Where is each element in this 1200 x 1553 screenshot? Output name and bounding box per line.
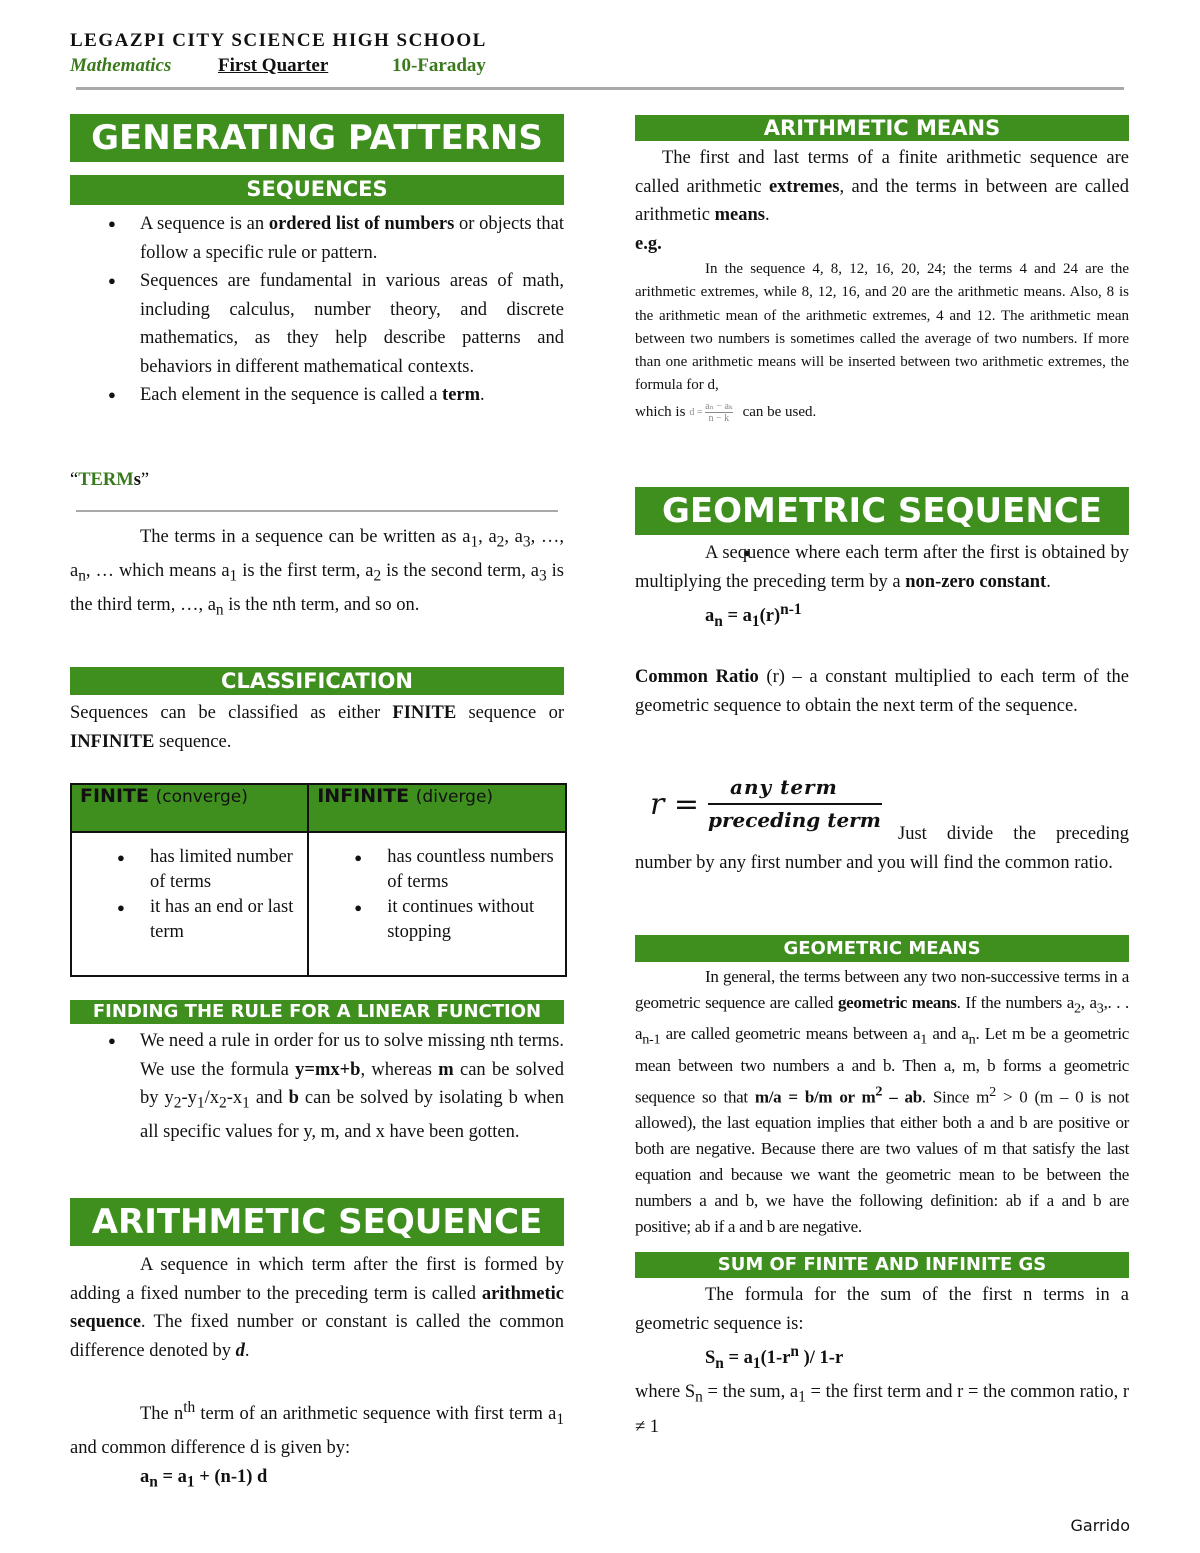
arithmetic-formula: $a_n = a_1 + (n-1)$ d <box>140 1466 268 1491</box>
linear-rule-heading: FINDING THE RULE FOR A LINEAR FUNCTION <box>70 1000 564 1024</box>
list-item: ● A sequence is an ordered list of numbers or objects that follow a specific rule or pattern. <box>70 210 564 267</box>
geometric-sequence-title: GEOMETRIC SEQUENCE <box>635 487 1129 535</box>
linear-rule-list <box>70 1027 564 1147</box>
list-item: ● has countless numbers of terms <box>309 845 565 895</box>
arithmetic-sequence-title: ARITHMETIC SEQUENCE <box>70 1198 564 1246</box>
finite-cell <box>71 832 308 976</box>
ratio-formula: r = any term preceding term <box>650 775 881 832</box>
finite-header: FINITE (converge) <box>71 784 308 832</box>
terms-label: “TERMs” <box>70 470 150 490</box>
sum-gs-body: The formula for the sum of the first n terms in a geometric sequence is: $S_n = a_1(1-r^n$ )/ 1-r where $S_n$ = the sum, $a_1$ = the first term and r = the common ratio, r ≠ 1 <box>635 1285 1130 1437</box>
header-divider <box>76 87 1124 90</box>
geometric-means-heading: GEOMETRIC MEANS <box>635 935 1129 962</box>
list-item: ● it has an end or last term <box>72 895 307 945</box>
classification-paragraph: Sequences can be classified as either FINITE sequence or INFINITE sequence. <box>70 703 564 752</box>
geometric-formula: $a_n = a_1(r)^{n-1}$ <box>705 601 802 630</box>
sum-formula: $S_n = a_1(1-r^n$ )/ 1-r <box>705 1343 844 1372</box>
list-item: ● has limited number of terms <box>72 845 307 895</box>
arithmetic-means-body: The first and last terms of a finite arithmetic sequence are called arithmetic extremes, and the terms in between are called arithmetic means. e.g. <box>635 148 1129 254</box>
infinite-cell <box>308 832 566 976</box>
list-item: ● We need a rule in order for us to solve missing nth terms. We use the formula y=mx+b, whereas m can be solved by $y_2-y_1/x_2-x_1$ and b can be solved by isolating b when all specific values for y, m, and x have been gotten. <box>70 1027 564 1147</box>
sequences-list <box>70 210 564 410</box>
sequences-heading: SEQUENCES <box>70 175 564 205</box>
list-item: ● Each element in the sequence is called a term. <box>70 381 564 410</box>
common-ratio-tip: Just divide the preceding number by any first number and you will find the common ratio. <box>635 824 1129 873</box>
list-item: ● Sequences are fundamental in various areas of math, including calculus, number theory, and discrete mathematics, as they help describe patterns and behaviors in different mathematical contexts. <box>70 267 564 381</box>
infinite-header: INFINITE (diverge) <box>308 784 566 832</box>
arithmetic-means-example: In the sequence 4, 8, 12, 16, 20, 24; the terms 4 and 24 are the arithmetic extremes, while 8, 12, 16, and 20 are the arithmetic means. Also, 8 is the arithmetic mean of the arithmetic extremes, 4 and 12. The arithmetic mean between two numbers is sometimes called the average of two numbers. If more than one arithmetic means will be inserted between two arithmetic extremes, the formula for d, which is d = $\frac{\text{aₙ − aₖ}}{n - k}$ can be used. <box>635 261 1129 424</box>
finite-infinite-table <box>70 783 567 977</box>
terms-divider <box>76 510 558 512</box>
geometric-sequence-body: ● A sequence where each term after the first is obtained by multiplying the preceding term by a non-zero constant. $a_n = a_1(r)^{n-1}$ Common Ratio (r) – a constant multiplied to each term of the geometric sequence to obtain the next term of the sequence. <box>635 539 1129 720</box>
list-item: ● it continues without stopping <box>309 895 565 945</box>
main-title: GENERATING PATTERNS <box>70 114 564 162</box>
arithmetic-sequence-body: A sequence in which term after the first is formed by adding a fixed number to the preceding term is called arithmetic sequence. The fixed number or constant is called the common difference denoted by d. The $n^{th}$ term of an arithmetic sequence with first term $a_1$ and common difference d is given by: $a_n = a_1 + (n-1)$ d <box>70 1251 564 1497</box>
terms-paragraph: The terms in a sequence can be written as $a_1$, $a_2$, $a_3$, …, $a_n$, … which means $a_1$ is the first term, $a_2$ is the second term, $a_3$ is the third term, …, $a_n$ is the nth term, and so on. <box>70 527 565 620</box>
d-formula: d = $\frac{\text{aₙ − aₖ}}{n - k}$ <box>689 400 733 424</box>
sum-gs-heading: SUM OF FINITE AND INFINITE GS <box>635 1252 1129 1278</box>
classification-heading: CLASSIFICATION <box>70 667 564 695</box>
school-name: LEGAZPI CITY SCIENCE HIGH SCHOOL <box>70 30 487 51</box>
list-item: ● A sequence where each term after the first is obtained by multiplying the preceding term by a non-zero constant. <box>635 539 1129 596</box>
section-label: 10-Faraday <box>392 55 486 76</box>
fraction-bar <box>708 803 882 805</box>
author-footer: Garrido <box>1070 1516 1130 1535</box>
arithmetic-means-heading: ARITHMETIC MEANS <box>635 115 1129 141</box>
quarter-label: First Quarter <box>218 55 329 76</box>
subject-label: Mathematics <box>70 55 172 76</box>
geometric-means-body: In general, the terms between any two non-successive terms in a geometric sequence are called geometric means. If the numbers $a_2$, $a_3$,. . . $a_{n-1}$ are called geometric means between $a_1$ and $a_n$. Let m be a geometric mean between two numbers a and b. Then a, m, b forms a geometric sequence so that m/a = b/m or $m^2$ – ab. Since $m^2 > 0$ (m – 0 is not allowed), the last equation implies that either both a and b are positive or both are negative. Because there are two values of m that satisfy the last equation and because we want the geometric mean to be between the numbers a and b, we have the following definition: ab if a and b are positive; ab if a and b are negative. <box>635 967 1129 1237</box>
